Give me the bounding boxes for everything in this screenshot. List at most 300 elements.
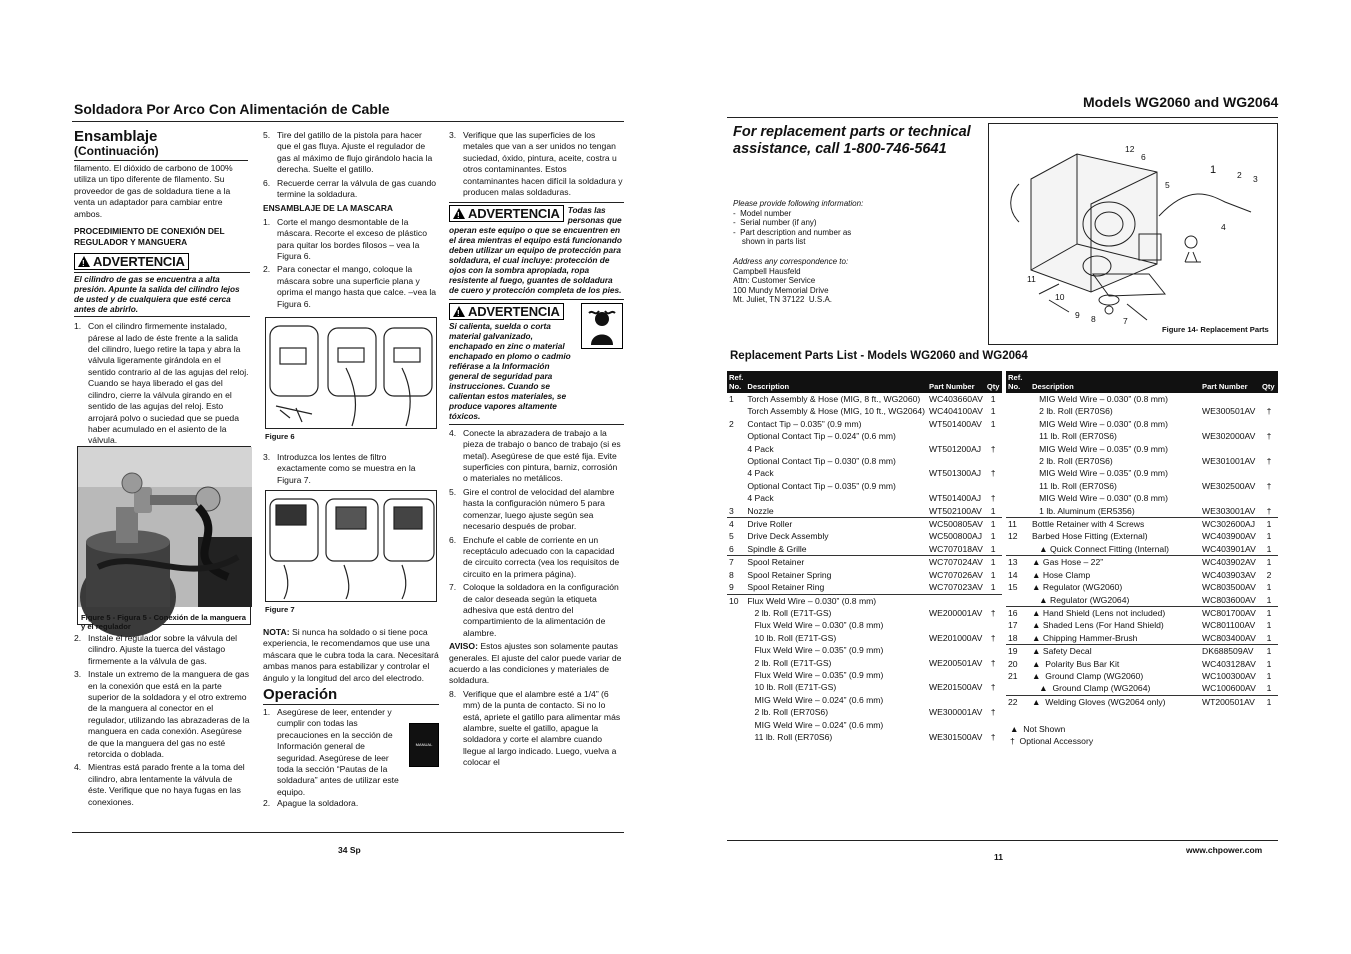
- cell-part: WE302000AV: [1202, 431, 1256, 442]
- cell-part: DK688509AV: [1200, 645, 1260, 658]
- column-2-mid: [263, 452, 437, 488]
- table-row: [727, 418, 1002, 430]
- cell-ref: [727, 405, 745, 417]
- cell-ref: 12: [1008, 531, 1018, 542]
- cell-part: [1200, 418, 1260, 430]
- cell-part: WC100600AV: [1202, 683, 1256, 694]
- cell-part: WC100300AV: [1202, 670, 1256, 681]
- table-row: [727, 443, 1002, 455]
- cell-part: WC403903AV: [1202, 569, 1256, 580]
- filter-lens-illustration: [266, 491, 438, 603]
- warning-3-rule-bottom: [449, 424, 624, 425]
- callout-number: 1: [1210, 164, 1217, 176]
- cell-qty: 1: [1266, 632, 1272, 643]
- cell-part: WE200001AV: [929, 607, 983, 618]
- cell-desc: 1 lb. Aluminum (ER5356): [1032, 505, 1135, 516]
- section-subtitle: (Continuación): [74, 144, 159, 158]
- cell-part: WT502100AV: [929, 505, 982, 516]
- list-item: 4. Mientras está parado frente a la toma del cilindro, abra lentamente la válvula de éste. Verifique que no haya fugas en las conexiones.: [74, 762, 245, 807]
- cell-qty: 1: [1260, 518, 1278, 531]
- page-number-left: 34 Sp: [338, 845, 361, 855]
- legend-item: ▲ Not Shown: [1010, 724, 1066, 734]
- col-part-number: Part Number: [927, 371, 985, 393]
- cell-desc: ▲ Hand Shield (Lens not included): [1030, 606, 1200, 619]
- table-row: [1006, 492, 1278, 504]
- cell-qty: †: [1266, 480, 1272, 491]
- right-page: [676, 0, 1351, 954]
- table-row: [727, 594, 1002, 607]
- cell-ref: [1006, 443, 1030, 455]
- cell-desc: 11 lb. Roll (ER70S6): [747, 731, 833, 742]
- warning-rule: [74, 272, 250, 273]
- cell-desc: ▲ Ground Clamp (WG2060): [1032, 670, 1144, 681]
- table-row: [1006, 543, 1278, 556]
- cell-part: WC707018AV: [929, 543, 983, 554]
- cell-qty: [985, 719, 1002, 731]
- column-2-lower: [263, 627, 439, 810]
- cell-ref: [727, 619, 745, 631]
- footer-rule-left: [72, 832, 624, 833]
- cell-desc: Spool Retainer: [745, 556, 927, 569]
- cell-qty: 1: [1266, 670, 1272, 681]
- cell-ref: 4: [727, 518, 745, 531]
- cell-part: WE300001AV: [929, 707, 983, 718]
- mask-steps-list: [263, 217, 437, 310]
- cell-ref: 19: [1006, 645, 1030, 658]
- cell-desc: Spindle & Grille: [747, 543, 807, 554]
- welder-exploded-view: [989, 124, 1279, 346]
- table-row: [1006, 530, 1278, 542]
- info-request: [733, 199, 933, 305]
- cell-part: [1200, 443, 1260, 455]
- cell-qty: †: [990, 493, 996, 504]
- cell-part: WT501400AV: [929, 418, 982, 429]
- cell-ref: 17: [1008, 620, 1018, 631]
- cell-ref: 14: [1008, 569, 1018, 580]
- list-item: 6. Enchufe el cable de corriente en un receptáculo adecuado con la capacidad de circuito correcta (vea los requisitos de circuito en la primera página).: [449, 534, 620, 579]
- cell-desc: ▲ Quick Connect Fitting (Internal): [1032, 543, 1169, 554]
- cell-desc: MIG Weld Wire – 0.030” (0.8 mm): [1032, 418, 1168, 429]
- cell-ref: [1006, 393, 1030, 405]
- warning-text-2: Todas las personas que operan este equipo o que se encuentren en el área mientras el equipo está funcionando deben utilizar un equipo de protección para soldadura, el cual incluye: protección de ojos con la sombra apropiada, ropa resistente al fuego, guantes de soldadura de cuero y protección completa de los pies.: [449, 205, 622, 296]
- cell-desc: Nozzle: [747, 505, 774, 516]
- steps-list-b: [74, 633, 250, 808]
- cell-ref: [727, 430, 745, 442]
- figure-14-caption: Figure 14- Replacement Parts: [1162, 325, 1269, 334]
- table-row: [727, 619, 1002, 631]
- warning-badge-2: ! ADVERTENCIA: [449, 205, 564, 222]
- table-row: [727, 581, 1002, 594]
- procedure-heading: PROCEDIMIENTO DE CONEXIÓN DEL REGULADOR Y MANGUERA: [74, 226, 225, 248]
- cell-desc: Torch Assembly & Hose (MIG, 10 ft., WG2064): [747, 406, 926, 417]
- cell-part: WT200501AV: [1200, 695, 1260, 708]
- subtitle-rule: [74, 160, 248, 161]
- toxic-fumes-icon: [581, 303, 623, 349]
- step-3: 3. Verifique que las superficies de los metales que van a ser unidos no tengan suciedad, óxido, pintura, aceite, costra u otros contaminantes. Estos contaminantes hacen difícil la soldadura y producen malas soldaduras.: [449, 130, 623, 198]
- cell-ref: [1006, 505, 1030, 518]
- table-row: [727, 492, 1002, 504]
- list-item: 7. Coloque la soldadora en la configuración de calor deseada según la etiqueta adhesiva que está dentro del compartimiento de la alimentación de alambre.: [449, 582, 619, 638]
- warning-triangle-icon: [78, 256, 90, 267]
- cell-ref: [727, 492, 745, 504]
- cell-desc: Contact Tip – 0.035” (0.9 mm): [747, 418, 862, 429]
- cell-qty: †: [1266, 505, 1272, 516]
- page-number-right: 11: [994, 852, 1003, 862]
- cell-part: WC707023AV: [929, 582, 983, 593]
- cell-part: WC403901AV: [1202, 543, 1256, 554]
- address-intro: Address any correspondence to:: [733, 256, 849, 266]
- cell-desc: Flux Weld Wire – 0.030” (0.8 mm): [745, 594, 927, 607]
- table-row: [727, 669, 1002, 681]
- figure-7: [265, 490, 437, 602]
- steps-list-c: [263, 130, 437, 200]
- cell-desc: MIG Weld Wire – 0.024” (0.6 mm): [747, 694, 884, 705]
- cell-qty: †: [990, 607, 996, 618]
- cell-desc: Flux Weld Wire – 0.035” (0.9 mm): [747, 669, 884, 680]
- cell-desc: ▲ Welding Gloves (WG2064 only): [1030, 695, 1200, 708]
- cell-ref: [1006, 594, 1030, 607]
- warning-text: El cilindro de gas se encuentra a alta presión. Apunte la salida del cilindro lejos de usted y de cualquiera que esté cerca antes de abrirlo.: [74, 274, 240, 315]
- cell-desc: 2 lb. Roll (ER70S6): [747, 707, 829, 718]
- callout-number: 7: [1123, 316, 1128, 326]
- column-2: [263, 130, 437, 312]
- table-row: [1006, 405, 1278, 417]
- col-qty: Qty: [1260, 371, 1278, 393]
- cell-desc: 2 lb. Roll (ER70S6): [1032, 456, 1113, 467]
- cell-qty: 1: [990, 406, 996, 417]
- address-line: 100 Mundy Memorial Drive: [733, 285, 829, 295]
- website-url: www.chpower.com: [1186, 845, 1263, 855]
- cell-desc: ▲ Gas Hose – 22”: [1030, 556, 1200, 569]
- parts-legend: [1010, 723, 1093, 748]
- cell-qty: 1: [990, 582, 996, 593]
- address-line: Mt. Juliet, TN 37122 U.S.A.: [733, 295, 833, 305]
- address-line: Campbell Hausfeld: [733, 266, 801, 276]
- info-item: shown in parts list: [733, 237, 806, 247]
- table-row: [727, 607, 1002, 619]
- callout-number: 11: [1027, 274, 1036, 284]
- cell-ref: 1: [729, 394, 734, 404]
- cell-ref: [1006, 543, 1030, 556]
- cell-ref: [727, 681, 745, 693]
- step-8: 8. Verifique que el alambre esté a 1/4” (6 mm) de la punta de contacto. Si no lo está, apriete el gatillo para alimentar más alambre, suelte el gatillo, apague la soldadora y corte el alambre cuando llegue al largo indicado. Luego, vuelva a colocar el: [449, 688, 621, 768]
- info-items: [733, 209, 933, 247]
- warning-2-rule-bottom: [449, 299, 624, 300]
- cell-qty: †: [990, 731, 996, 742]
- footer-rule-right: [727, 840, 1278, 841]
- cell-desc: MIG Weld Wire – 0.030” (0.8 mm): [1032, 394, 1168, 404]
- section-title-operacion: Operación: [263, 686, 338, 704]
- cell-qty: [985, 669, 1002, 681]
- cell-ref: 2: [729, 418, 734, 429]
- table-row: [1006, 632, 1278, 645]
- cell-qty: †: [1266, 456, 1272, 467]
- table-row: [1006, 443, 1278, 455]
- cell-desc: 2 lb. Roll (E71T-GS): [747, 657, 832, 668]
- cell-ref: [1006, 455, 1030, 467]
- cell-ref: [1006, 492, 1030, 504]
- cell-part: [927, 480, 985, 492]
- cell-part: WE301500AV: [929, 731, 983, 742]
- warning-2-rule-top: [449, 202, 624, 203]
- cell-ref: 3: [729, 505, 734, 516]
- cell-ref: [727, 467, 745, 479]
- cell-desc: ▲ Hose Clamp: [1032, 569, 1091, 580]
- cell-qty: †: [990, 443, 996, 454]
- table-row: [1006, 606, 1278, 619]
- cell-desc: 2 lb. Roll (ER70S6): [1032, 406, 1113, 417]
- table-row: [727, 393, 1002, 405]
- cell-qty: [985, 619, 1002, 631]
- cell-qty: 1: [985, 518, 1002, 531]
- cell-part: [927, 719, 985, 731]
- cell-part: WC803500AV: [1202, 582, 1256, 593]
- cell-desc: 10 lb. Roll (E71T-GS): [747, 632, 837, 643]
- cell-desc: 4 Pack: [747, 468, 774, 479]
- table-row: [727, 569, 1002, 581]
- table-row: [727, 405, 1002, 417]
- cell-desc: Spool Retainer Spring: [747, 569, 832, 580]
- cell-desc: MIG Weld Wire – 0.024” (0.6 mm): [747, 719, 884, 730]
- list-item: 6. Recuerde cerrar la válvula de gas cuando termine la soldadura.: [263, 177, 437, 200]
- callout-number: 9: [1075, 310, 1080, 320]
- aviso-paragraph: AVISO: Estos ajustes son solamente pautas generales. El ajuste del calor puede variar de acuerdo a las condiciones y materiales de soldadura.: [449, 641, 622, 686]
- figure-5-caption: Figure 5 - Figura 5 - Conexión de la manguera y el regulador: [81, 613, 246, 631]
- table-row: [727, 430, 1002, 442]
- table-row: [727, 455, 1002, 467]
- cell-part: WT501400AJ: [929, 493, 982, 504]
- cell-qty: 2: [1266, 569, 1272, 580]
- table-row: [1006, 418, 1278, 430]
- cell-qty: 1: [990, 531, 996, 542]
- figure-6: [265, 317, 437, 429]
- cell-ref: 22: [1006, 695, 1030, 708]
- cell-qty: †: [990, 657, 996, 668]
- table-row: [727, 657, 1002, 669]
- table-row: [1006, 594, 1278, 607]
- cell-part: [927, 430, 985, 442]
- warning-badge-3: ! ADVERTENCIA: [449, 303, 564, 320]
- cell-ref: 7: [727, 556, 745, 569]
- warning-block-3: [449, 303, 624, 420]
- left-page: [0, 0, 675, 954]
- cell-ref: 16: [1006, 606, 1030, 619]
- call-for-parts: For replacement parts or technical assistance, call 1-800-746-5641: [733, 124, 971, 157]
- cell-qty: †: [990, 707, 996, 718]
- op-step-2: 2. Apague la soldadora.: [263, 798, 359, 809]
- cell-part: WE200501AV: [929, 657, 983, 668]
- mask-heading: ENSAMBLAJE DE LA MASCARA: [263, 203, 393, 214]
- cell-part: WE201500AV: [929, 682, 983, 693]
- address-lines: [733, 267, 933, 305]
- intro-paragraph: filamento. El dióxido de carbono de 100% utiliza un tipo diferente de filamento. Su proveedor de gas de soldadura tiene a la venta un adaptador para cambiar entre ambos.: [74, 163, 233, 219]
- figure-5: [77, 446, 251, 631]
- cell-desc: MIG Weld Wire – 0.030” (0.8 mm): [1032, 493, 1168, 504]
- cell-qty: 1: [990, 505, 996, 516]
- op-step-1: 1. Asegúrese de leer, entender y cumplir con todas las precauciones en la sección de Información general de seguridad. Asegúrese de leer toda la sección “Pautas de la soldadura” antes de utilizar este equipo. MANUAL: [263, 707, 439, 798]
- cell-desc: 11 lb. Roll (ER70S6): [1032, 431, 1117, 442]
- cell-part: WC403900AV: [1202, 531, 1256, 542]
- cell-ref: 9: [729, 582, 734, 593]
- cell-desc: Bottle Retainer with 4 Screws: [1030, 518, 1200, 531]
- header-rule-right: [727, 117, 1278, 118]
- manual-icon: MANUAL: [409, 723, 439, 767]
- cell-desc: ▲ Ground Clamp (WG2064): [1032, 683, 1151, 694]
- cell-qty: 1: [1260, 695, 1278, 708]
- cell-part: [1200, 393, 1260, 405]
- table-row: [1006, 556, 1278, 569]
- col-description: Description: [745, 371, 927, 393]
- cell-ref: [727, 657, 745, 669]
- cell-ref: 21: [1008, 670, 1018, 681]
- list-item: 3. Introduzca los lentes de filtro exactamente como se muestra en la Figura 7.: [263, 452, 416, 485]
- cell-part: [927, 594, 985, 607]
- cell-ref: [727, 443, 745, 455]
- cell-part: WC803400AV: [1202, 632, 1256, 643]
- table-row: [727, 518, 1002, 531]
- cell-part: WT501200AJ: [929, 443, 982, 454]
- cell-part: WE201000AV: [929, 632, 983, 643]
- cell-qty: 1: [1266, 543, 1272, 554]
- cell-qty: †: [990, 468, 996, 479]
- parts-table-header: [727, 371, 1002, 393]
- cell-part: WC500805AV: [929, 519, 983, 530]
- table-row: [1006, 467, 1278, 479]
- cell-desc: Flux Weld Wire – 0.035” (0.9 mm): [747, 645, 884, 656]
- cell-qty: 1: [1260, 556, 1278, 569]
- cell-desc: Drive Roller: [745, 518, 927, 531]
- cell-desc: Optional Contact Tip – 0.030” (0.8 mm): [747, 456, 896, 467]
- cell-desc: ▲ Regulator (WG2064): [1032, 594, 1130, 605]
- steps-list-a: [74, 321, 250, 446]
- cell-ref: [727, 719, 745, 731]
- warning-triangle-icon-2: [453, 208, 465, 219]
- callout-number: 5: [1165, 180, 1170, 190]
- cell-part: [927, 619, 985, 631]
- callout-number: 3: [1253, 174, 1258, 184]
- cell-qty: [985, 694, 1002, 706]
- warning-block-2: [449, 205, 624, 295]
- table-row: [727, 644, 1002, 656]
- table-row: [1006, 695, 1278, 708]
- note-paragraph: NOTA: Si nunca ha soldado o si tiene poca experiencia, le recomendamos que use una máscara que le cubra toda la cara. Necesitará ambas manos para estabilizar y controlar el ángulo y la longitud del arco del electrodo.: [263, 627, 439, 683]
- cell-part: WE302500AV: [1202, 480, 1256, 491]
- column-1-lower: [74, 633, 250, 810]
- cell-part: [927, 669, 985, 681]
- col-qty: Qty: [985, 371, 1002, 393]
- cell-desc: Drive Deck Assembly: [747, 531, 829, 542]
- cell-desc: ▲ Regulator (WG2060): [1032, 582, 1123, 593]
- column-1: [74, 129, 250, 449]
- table-row: [727, 681, 1002, 693]
- cell-desc: 4 Pack: [747, 493, 774, 504]
- cell-qty: 1: [1260, 606, 1278, 619]
- list-item: 5. Tire del gatillo de la pistola para hacer que el gas fluya. Ajuste el regulador de gas al máximo de flujo girándolo hacia la derecha. Suelte el gatillo.: [263, 130, 433, 175]
- figure-14: [988, 123, 1278, 345]
- table-row: [1006, 518, 1278, 531]
- cell-qty: 1: [1266, 582, 1272, 593]
- table-row: [727, 632, 1002, 644]
- col-description: Description: [1030, 371, 1200, 393]
- warning-badge: ! ADVERTENCIA: [74, 253, 189, 270]
- table-row: [1006, 670, 1278, 682]
- cell-ref: 6: [729, 543, 734, 554]
- cell-part: WC404100AV: [929, 406, 983, 417]
- list-item: 5. Gire el control de velocidad del alambre hasta la configuración número 5 para comenzar, luego ajuste según sea necesario después de probar.: [449, 486, 615, 532]
- cell-part: WC801700AV: [1200, 606, 1260, 619]
- cell-ref: [1006, 682, 1030, 695]
- table-row: [1006, 645, 1278, 658]
- cell-desc: Torch Assembly & Hose (MIG, 8 ft., WG2060): [747, 394, 921, 404]
- cell-qty: 1: [985, 556, 1002, 569]
- cell-part: [927, 694, 985, 706]
- cell-qty: [1260, 467, 1278, 479]
- cell-ref: 8: [729, 569, 734, 580]
- cell-desc: MIG Weld Wire – 0.035” (0.9 mm): [1032, 468, 1168, 479]
- page-header-spanish: Soldadora Por Arco Con Alimentación de Cable: [74, 101, 390, 117]
- cell-desc: Spool Retainer Ring: [747, 582, 825, 593]
- cell-ref: 18: [1008, 632, 1018, 643]
- cell-desc: 10 lb. Roll (E71T-GS): [747, 682, 837, 693]
- cell-ref: [1006, 405, 1030, 417]
- cell-desc: Barbed Hose Fitting (External): [1032, 531, 1148, 542]
- parts-table-left: [727, 371, 1002, 743]
- cell-ref: [1006, 467, 1030, 479]
- table-row: [1006, 480, 1278, 492]
- mask-step-3: [263, 452, 437, 486]
- cell-part: WC403902AV: [1200, 556, 1260, 569]
- cell-qty: 1: [990, 394, 996, 404]
- list-item: 2. Instale el regulador sobre la válvula del cilindro. Ajuste la tuerca del vástago firmemente a la válvula de gas.: [74, 633, 238, 666]
- table-row: [727, 543, 1002, 556]
- table-row: [1006, 619, 1278, 631]
- cell-ref: [1006, 480, 1030, 492]
- table-row: [727, 731, 1002, 743]
- table-row: [1006, 658, 1278, 670]
- cell-desc: Optional Contact Tip – 0.035” (0.9 mm): [747, 480, 896, 491]
- warning-triangle-icon-3: [453, 306, 465, 317]
- cell-qty: 1: [1260, 645, 1278, 658]
- table-row: [727, 694, 1002, 706]
- cell-part: WE303001AV: [1202, 505, 1256, 516]
- cell-part: [927, 644, 985, 656]
- table-row: [727, 480, 1002, 492]
- cell-desc: MIG Weld Wire – 0.035” (0.9 mm): [1032, 443, 1168, 454]
- cell-ref: [727, 607, 745, 619]
- callout-number: 8: [1091, 314, 1096, 324]
- parts-list-title: Replacement Parts List - Models WG2060 and WG2064: [730, 350, 1028, 362]
- cell-qty: [985, 644, 1002, 656]
- page-header-english: Models WG2060 and WG2064: [1083, 94, 1279, 110]
- cell-qty: [985, 480, 1002, 492]
- cell-qty: 1: [990, 418, 996, 429]
- cell-qty: [1260, 492, 1278, 504]
- cell-qty: [985, 455, 1002, 467]
- cell-ref: [727, 455, 745, 467]
- cell-ref: [727, 669, 745, 681]
- list-item: 1. Con el cilindro firmemente instalado, párese al lado de éste frente a la salida del cilindro, luego retire la tapa y abra la válvula ligeramente girándola en el sentido contrario al de las agujas del reloj. Cuando se haya liberado el gas del cilindro, cierre la válvula girando en el sentido de las agujas del reloj. Esto arrojará polvo o suciedad que se pueda haber acumulado en el asiento de la válvula.: [74, 321, 249, 446]
- table-row: [727, 719, 1002, 731]
- cell-ref: [1006, 430, 1030, 442]
- cell-qty: †: [1266, 431, 1272, 442]
- callout-number: 10: [1055, 292, 1065, 302]
- cell-qty: 1: [1266, 620, 1272, 631]
- section-title-ensamblaje: Ensamblaje: [74, 128, 158, 145]
- cell-qty: [985, 594, 1002, 607]
- cell-qty: [1260, 393, 1278, 405]
- table-row: [727, 467, 1002, 479]
- cell-qty: 1: [1266, 658, 1272, 669]
